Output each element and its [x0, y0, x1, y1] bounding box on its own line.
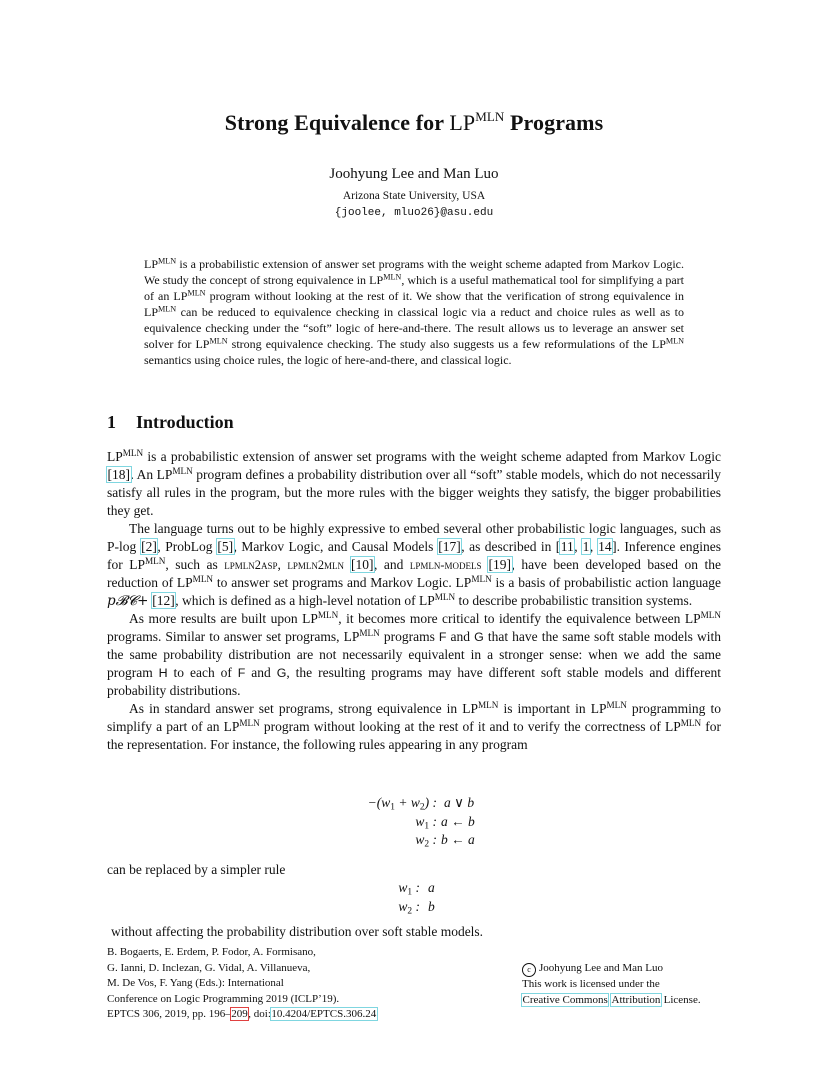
citation-link[interactable]: [5] [217, 539, 234, 554]
system-name: lpmln2mln [287, 558, 345, 572]
intro-paragraph-1: $LP^{MLN}$ is a probabilistic extension of answer set programs with the weight scheme adapted from Markov Logic [18]. An $LP^{MLN}$ program defines a probability distribution over all “soft” stable models, which do not necessarily satisfy all rules in the program, but the more rules with the bigger weights they satisfy, the bigger probabilities they get. [107, 447, 721, 518]
attribution-link[interactable]: Attribution [611, 993, 661, 1006]
equation-rule: a ∨ b [444, 795, 475, 810]
intro-paragraph-4: As in standard answer set programs, strong equivalence in $LP^{MLN}$ is important in $LP^{MLN}$ programming to simplify a part of an $LP^{MLN}$ program without looking at the rest of it and to verify the correctness of $LP^{MLN}$ for the representation. For instance, the following rules appearing in any program [107, 699, 721, 752]
copyright-icon: c [522, 963, 536, 977]
intro-paragraph-3: As more results are built upon $LP^{MLN}$, it becomes more critical to identify the equivalence between $LP^{MLN}$ programs. Similar to answer set programs, $LP^{MLN}$ programs F and G that have the same soft stable models with the same probability distribution are not necessarily equivalent in a stronger sense: when we add the same program H to each of F and G, the resulting programs may have different soft stable models and different probability distributions. [107, 609, 721, 698]
citation-link[interactable]: [2] [141, 539, 157, 554]
equation-weight: $w_2$ : [415, 832, 437, 850]
system-name: lpmln2asp [224, 558, 278, 572]
introduction-body [107, 448, 721, 754]
equation-rule: b [428, 899, 435, 914]
citation-link[interactable]: [18] [107, 467, 130, 482]
citation-link[interactable]: 14 [598, 539, 612, 554]
page-end-link[interactable]: 209 [231, 1008, 248, 1020]
equation-weight: $-(w_1 + w_2)$ : [367, 795, 437, 813]
license-info: c Joohyung Lee and Man Luo This work is licensed under the Creative Commons Attribution License. [522, 962, 701, 1006]
equation-weight: $w_1$ : [415, 814, 437, 832]
citation-link[interactable]: 11 [560, 539, 574, 554]
system-name: lpmln-models [409, 558, 482, 572]
equation-rule: a [428, 880, 435, 895]
equation-weight: $w_2$ : [398, 899, 420, 917]
paper-authors: Joohyung Lee and Man Luo [329, 166, 499, 182]
intro-paragraph-2: The language turns out to be highly expressive to embed several other probabilistic logic languages, such as P-log [2], ProbLog [5], Markov Logic, and Causal Models [17], as described in [11, 1, 14]. Inference engines for $LP^{MLN}$, such as lpmln2asp, lpmln2mln [10], and lpmln-models [19], have been developed based on the reduction of $LP^{MLN}$ to answer set programs and Markov Logic. $LP^{MLN}$ is a basis of probabilistic action language p𝓑𝓒+ [12], which is defined as a high-level notation of $LP^{MLN}$ to describe probabilistic transition systems. [107, 521, 722, 609]
paper-email: {joolee, mluo26}@asu.edu [334, 207, 494, 219]
citation-link[interactable]: [10] [351, 557, 374, 572]
doi-link[interactable]: 10.4204/EPTCS.306.24 [271, 1008, 377, 1020]
equation-weight: $w_1$ : [398, 880, 420, 898]
publication-info: B. Bogaerts, E. Erdem, P. Fodor, A. Formisano, G. Ianni, D. Inclezan, G. Vidal, A. Villanueva, M. De Vos, F. Yang (Eds.): International Conference on Logic Programming 2019 (ICLP’19). EPTCS 306, 2019, pp. 196–209, doi:10.4204/EPTCS.306.24 [107, 946, 377, 1020]
creative-commons-link[interactable]: Creative Commons [522, 993, 608, 1006]
paper-title: Strong Equivalence for $LP^{MLN}$ Programs [224, 109, 604, 135]
citation-link[interactable]: 1 [582, 539, 590, 554]
citation-link[interactable]: [12] [152, 593, 175, 608]
citation-link[interactable]: [17] [438, 539, 461, 554]
language-name: p𝓑𝓒+ [107, 593, 149, 609]
equation-rule: a ← b [441, 814, 475, 829]
abstract [144, 256, 684, 368]
paragraph-text: without affecting the probability distribution over soft stable models. [111, 924, 484, 939]
equation-rule: b ← a [441, 832, 475, 847]
paper-affiliation: Arizona State University, USA [342, 190, 486, 202]
section-heading-introduction: 1 Introduction [107, 412, 234, 432]
paragraph-text: can be replaced by a simpler rule [107, 862, 286, 877]
citation-link[interactable]: [19] [488, 557, 512, 572]
abstract-text: $LP^{MLN}$ is a probabilistic extension of answer set programs with the weight scheme adapted from Markov Logic. We study the concept of strong equivalence in $LP^{MLN}$, which is a useful mathematical tool for simplifying a part of an $LP^{MLN}$ program without looking at the rest of it. We show that the verification of strong equivalence in $LP^{MLN}$ can be reduced to equivalence checking in classical logic via a reduct and choice rules as well as to equivalence checking under the “soft” logic of here-and-there. The result allows us to leverage an answer set solver for $LP^{MLN}$ strong equivalence checking. The study also suggests us a few reformulations of the $LP^{MLN}$ semantics using choice rules, the logic of here-and-there, and classical logic. [144, 256, 685, 367]
